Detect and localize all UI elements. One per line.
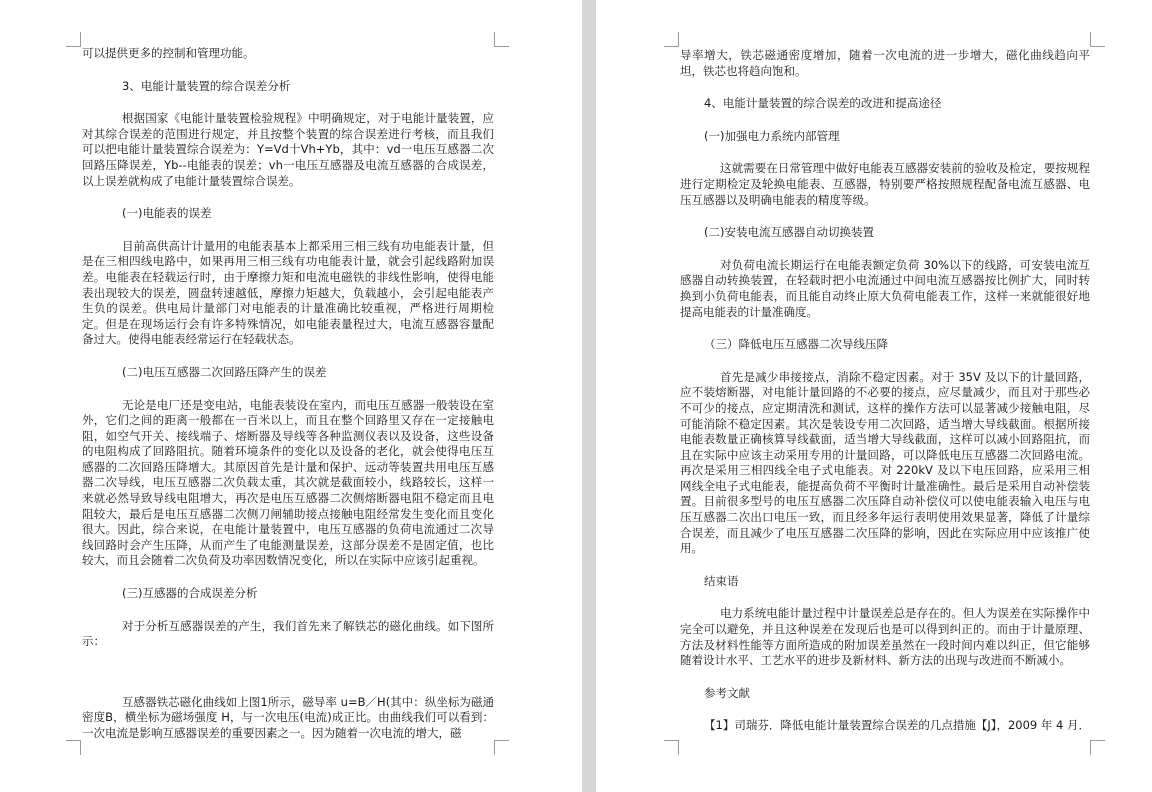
subsection-heading: （三）降低电压互感器二次导线压降	[704, 337, 888, 352]
subsection-heading: (二)安装电流互感器自动切换装置	[704, 225, 874, 240]
document-page-right	[596, 0, 1152, 792]
paragraph: 根据国家《电能计量装置检验规程》中明确规定，对于电能计量装置，应对其综合误差的范围进行规定，并且按整个装置的综合误差进行考核，而且我们可以把电能计量装置综合误差为：Y=Vd十Vh+Yb，其中：vd一电压互感器二次回路压降误差，Yb--电能表的误差；vh一电压互感器及电流互感器的合成误差，以上误差就构成了电能计量装置综合误差。	[82, 111, 494, 188]
section-heading: 4、电能计量装置的综合误差的改进和提高途径	[704, 96, 942, 111]
crop-mark	[664, 32, 679, 47]
crop-mark	[66, 740, 81, 755]
crop-mark	[494, 32, 509, 47]
page-text-area[interactable]	[82, 46, 494, 742]
paragraph: 这就需要在日常管理中做好电能表互感器安装前的验收及检定，要按规程进行定期检定及轮换电能表、互感器，特别要严格按照规程配备电流互感器、电压互感器以及明确电能表的精度等级。	[680, 161, 1090, 207]
paragraph: 可以提供更多的控制和管理功能。	[82, 46, 255, 60]
paragraph: 首先是减少串接接点，消除不稳定因素。对于 35V 及以下的计量回路，应不装熔断器，对电能计量回路的不必要的接点，应尽量减少，而且对于那些必不可少的接点，应定期清洗和测试，这样的操作方法可以显著减少接触电阻，尽可能消除不稳定因素。其次是装设专用二次回路，适当增大导线截面。根据所接电能表数量正确核算导线截面，适当增大导线截面，这样可以减小回路阻抗，而且在实际中应该主动采用专用的计量回路，可以降低电压互感器二次回路电流。再次是采用三相四线全电子式电能表。对 220kV 及以下电压回路，应采用三相网线全电子式电能表，能提高负荷不平衡时计量准确性。最后是采用自动补偿装置。目前很多型号的电压互感器二次压降自动补偿仪可以使电能表输入电压与电压互感器二次出口电压一致，而且经多年运行表明使用效果显著，降低了计量综合误差，而且减少了电压互感器二次压降的影响，因此在实际应用中应该推广使用。	[680, 369, 1090, 556]
conclusion-heading: 结束语	[704, 573, 739, 588]
subsection-heading: (二)电压互感器二次回路压降产生的误差	[122, 364, 327, 379]
crop-mark	[1090, 32, 1105, 47]
paragraph: 目前高供高计计量用的电能表基本上都采用三相三线有功电能表计量，但是在三相四线电路中，如果再用三相三线有功电能表计量，就会引起线路附加误差。电能表在轻载运行时，由于摩擦力矩和电流电磁铁的非线性影响，使得电能表出现较大的误差，圆盘转速越低，摩擦力矩越大，负载越小，会引起电能表产生负的误差。供电局计量部门对电能表的计量准确比较重视，严格进行周期检定。但是在现场运行会有许多特殊情况，如电能表量程过大，电流互感器容量配备过大。使得电能表经常运行在轻载状态。	[82, 238, 494, 347]
references-heading: 参考文献	[704, 685, 750, 700]
paragraph: 互感器铁芯磁化曲线如上图1所示，磁导率 u=B／H(其中：纵坐标为磁通密度B，横坐标为磁场强度 H，与一次电压(电流)成正比。由曲线我们可以看到：一次电流是影响互感器误差的重要因素之一。因为随着一次电流的增大，磁	[82, 694, 494, 740]
section-heading: 3、电能计量装置的综合误差分析	[122, 78, 291, 93]
crop-mark	[1090, 740, 1105, 755]
paragraph: 电力系统电能计量过程中计量误差总是存在的。但人为误差在实际操作中完全可以避免，并且这种误差在发现后也是可以得到纠正的。而由于计量原理、方法及材料性能等方面所造成的附加误差虽然在一段时间内难以纠正，但它能够随着设计水平、工艺水平的进步及新材料、新方法的出现与改进而不断减小。	[680, 606, 1090, 668]
reference-item: 【1】司瑞芬．降低电能计量装置综合误差的几点措施【J】，2009 年 4 月．	[704, 718, 1091, 733]
paragraph: 导率增大，铁芯磁通密度增加，随着一次电流的进一步增大，磁化曲线趋向平坦，铁芯也将趋向饱和。	[680, 48, 1090, 78]
figure-placeholder	[82, 650, 494, 695]
page-gutter	[582, 0, 596, 792]
crop-mark	[494, 740, 509, 755]
crop-mark	[66, 32, 81, 47]
subsection-heading: (一)电能表的误差	[122, 206, 212, 221]
page-text-area[interactable]	[680, 48, 1090, 734]
paragraph: 对于分析互感器误差的产生，我们首先来了解铁芯的磁化曲线。如下图所示：	[82, 618, 494, 649]
crop-mark	[664, 740, 679, 755]
paragraph: 对负荷电流长期运行在电能表额定负荷 30%以下的线路，可安装电流互感器自动转换装置，在轻载时把小电流通过中间电流互感器按比例扩大，同时转换到小负荷电能表，而且能自动终止原大负荷电能表工作，这样一来就能很好地提高电能表的计量准确度。	[680, 257, 1090, 319]
paragraph: 无论是电厂还是变电站，电能表装设在室内，而电压互感器一般装设在室外，它们之间的距离一般都在一百米以上，而且在整个回路里又存在一定接触电阻，如空气开关、接线端子、熔断器及导线等各种监测仪表以及设备，这些设备的电阻构成了回路阻抗。随着环境条件的变化以及设备的老化，就会使得电压互感器的二次回路压降增大。其原因首先是计量和保护、远动等装置共用电压互感器二次导线，电压互感器二次负载太重，其次就是截面较小，线路较长，这样一来就必然导致导线电阻增大，再次是电压互感器二次侧熔断器电阻不稳定而且电阻较大，最后是电压互感器二次侧刀闸辅助接点接触电阻经常发生变化而且变化很大。因此，综合来说，在电能计量装置中，电压互感器的负荷电流通过二次导线回路时会产生压降，从而产生了电能测量误差，这部分误差不是固定值，也比较大，而且会随着二次负荷及功率因数情况变化，所以在实际中应该引起重视。	[82, 397, 494, 568]
subsection-heading: (一)加强电力系统内部管理	[704, 128, 840, 143]
subsection-heading: (三)互感器的合成误差分析	[122, 586, 258, 601]
